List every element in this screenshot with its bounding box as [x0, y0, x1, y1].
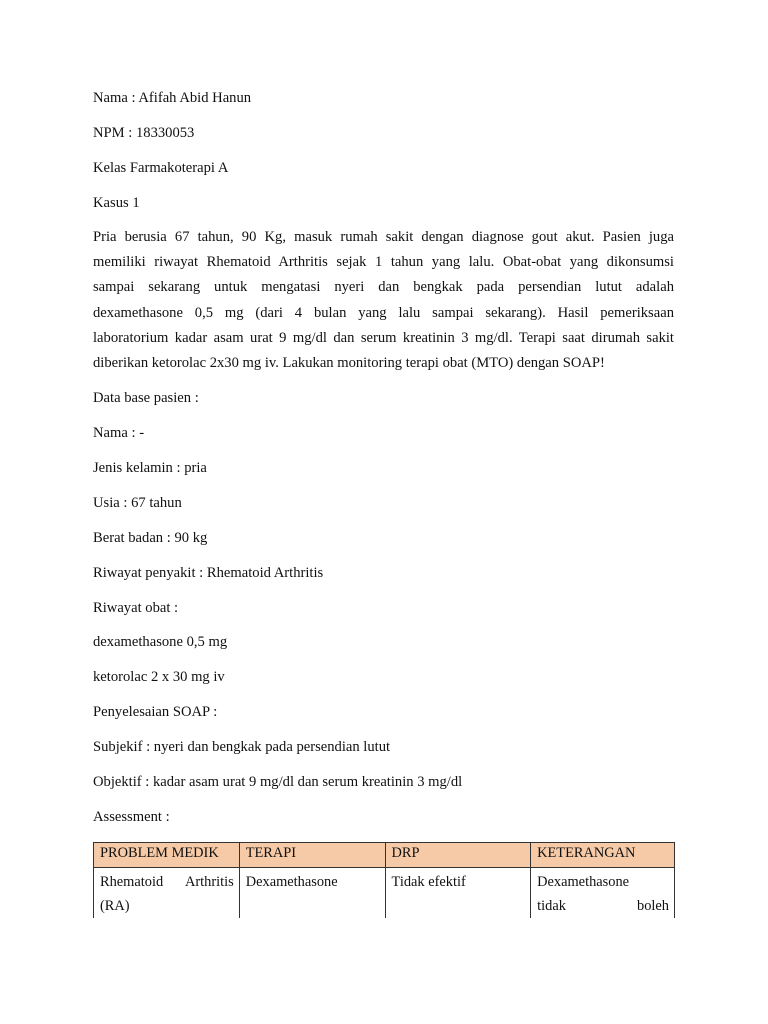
case-line: laboratorium kadar asam urat 9 mg/dl dan serum kreatinin 3 mg/dl. Terapi saat dirumah sakit [93, 329, 674, 346]
cell-notes-line: tidak boleh [537, 898, 669, 914]
patient-weight: Berat badan : 90 kg [93, 530, 208, 546]
student-npm: NPM : 18330053 [93, 125, 195, 141]
case-title: Kasus 1 [93, 195, 140, 211]
cell-notes [531, 868, 675, 919]
column-header-problem: PROBLEM MEDIK [94, 843, 240, 868]
drug-item: dexamethasone 0,5 mg [93, 634, 228, 650]
cell-notes-line: Dexamethasone [537, 874, 630, 890]
case-line: memiliki riwayat Rhematoid Arthritis sejak 1 tahun yang lalu. Obat-obat yang dikonsumsi [93, 254, 674, 271]
patient-disease-history: Riwayat penyakit : Rhematoid Arthritis [93, 565, 324, 581]
soap-assessment-heading: Assessment : [93, 809, 170, 825]
cell-problem-line: (RA) [100, 898, 130, 914]
patient-age: Usia : 67 tahun [93, 495, 182, 511]
soap-heading: Penyelesaian SOAP : [93, 704, 218, 720]
case-line: Pria berusia 67 tahun, 90 Kg, masuk rumah sakit dengan diagnose gout akut. Pasien juga [93, 229, 674, 245]
cell-problem [94, 868, 240, 919]
case-line: diberikan ketorolac 2x30 mg iv. Lakukan monitoring terapi obat (MTO) dengan SOAP! [93, 354, 605, 371]
column-header-drp: DRP [385, 843, 531, 868]
patient-heading: Data base pasien : [93, 390, 199, 406]
column-header-notes: KETERANGAN [531, 843, 675, 868]
student-name: Nama : Afifah Abid Hanun [93, 90, 252, 106]
patient-sex: Jenis kelamin : pria [93, 460, 207, 476]
assessment-table [93, 842, 675, 918]
cell-therapy: Dexamethasone [239, 868, 385, 919]
soap-subjective: Subjekif : nyeri dan bengkak pada persendian lutut [93, 739, 391, 755]
patient-drug-history-heading: Riwayat obat : [93, 600, 179, 616]
case-line: dexamethasone 0,5 mg (dari 4 bulan yang lalu sampai sekarang). Hasil pemeriksaan [93, 304, 674, 321]
class-name: Kelas Farmakoterapi A [93, 160, 229, 176]
cell-problem-line: Rhematoid Arthritis [100, 874, 234, 890]
table-row [94, 868, 675, 919]
cell-drp: Tidak efektif [385, 868, 531, 919]
case-line: sampai sekarang untuk mengatasi nyeri dan bengkak pada persendian lutut adalah [93, 279, 674, 296]
column-header-therapy: TERAPI [239, 843, 385, 868]
table-header-row [94, 843, 675, 868]
patient-name: Nama : - [93, 425, 145, 441]
drug-item: ketorolac 2 x 30 mg iv [93, 669, 225, 685]
soap-objective: Objektif : kadar asam urat 9 mg/dl dan serum kreatinin 3 mg/dl [93, 774, 463, 790]
case-description [93, 225, 674, 376]
